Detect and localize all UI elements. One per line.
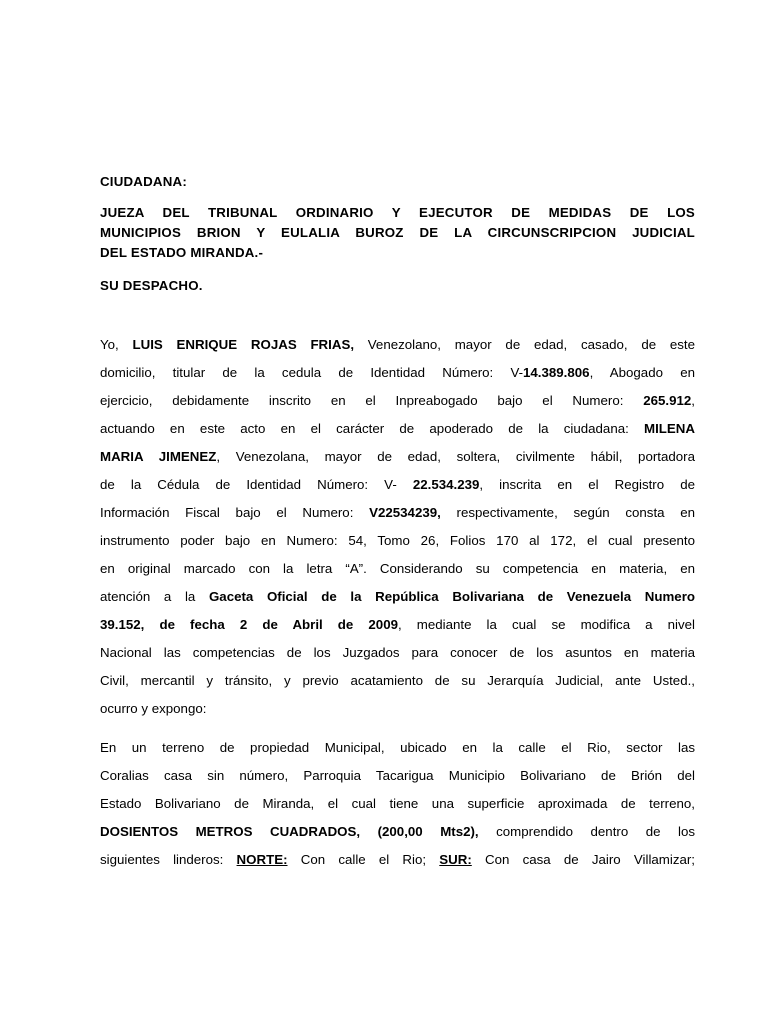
p1-text: ejercicio, debidamente inscrito en el Inpreabogado bajo el Numero: xyxy=(100,393,644,408)
salutation xyxy=(100,172,695,192)
client-id-number: 22.534.239 xyxy=(412,477,480,492)
p2-text: Estado Bolivariano de Miranda, el cual tiene una superficie aproximada de terreno, xyxy=(100,796,695,811)
p1-text: , Venezolana, mayor de edad, soltera, civilmente hábil, portadora xyxy=(216,449,695,464)
p2-text: Con calle el Rio; xyxy=(287,852,440,867)
p2-line-5 xyxy=(100,850,695,870)
p1-text: Información Fiscal bajo el Numero: xyxy=(100,505,370,520)
p2-text: siguientes linderos: xyxy=(100,852,237,867)
inpreabogado-number: 265.912 xyxy=(643,393,692,408)
p1-text: Civil, mercantil y tránsito, y previo acatamiento de su Jerarquía Judicial, ante Usted., xyxy=(100,673,695,688)
p2-text: En un terreno de propiedad Municipal, ubicado en la calle el Rio, sector las xyxy=(100,740,695,755)
p1-text: Venezolano, mayor de edad, casado, de este xyxy=(354,337,695,352)
client-name-part: MILENA xyxy=(644,421,695,436)
lawyer-name: LUIS ENRIQUE ROJAS FRIAS, xyxy=(132,337,355,352)
p1-text: Yo, xyxy=(100,337,133,352)
client-name-part: MARIA JIMENEZ xyxy=(100,449,217,464)
lawyer-id-number: 14.389.806 xyxy=(523,365,590,380)
p1-line-10 xyxy=(100,587,695,607)
p1-text: instrumento poder bajo en Numero: 54, Tomo 26, Folios 170 al 172, el cual presento xyxy=(100,533,695,548)
p1-line-13 xyxy=(100,671,695,691)
p1-line-14 xyxy=(100,699,695,719)
p1-text: , xyxy=(691,393,695,408)
p1-line-3 xyxy=(100,391,695,411)
p1-line-1 xyxy=(100,335,695,355)
p1-line-11 xyxy=(100,615,695,635)
p1-line-7 xyxy=(100,503,695,523)
p2-text: Coralias casa sin número, Parroquia Tacarigua Municipio Bolivariano de Brión del xyxy=(100,768,695,783)
p1-text: en original marcado con la letra “A”. Considerando su competencia en materia, en xyxy=(100,561,695,576)
p1-line-2 xyxy=(100,363,695,383)
office-line xyxy=(100,276,695,296)
addressee-line-2: MUNICIPIOS BRION Y EULALIA BUROZ DE LA CIRCUNSCRIPCION JUDICIAL xyxy=(100,225,695,240)
p2-line-1 xyxy=(100,738,695,758)
p1-line-4 xyxy=(100,419,695,439)
p1-line-9 xyxy=(100,559,695,579)
p2-line-2 xyxy=(100,766,695,786)
p2-text: Con casa de Jairo Villamizar; xyxy=(471,852,695,867)
addressee-line-1: JUEZA DEL TRIBUNAL ORDINARIO Y EJECUTOR DE MEDIDAS DE LOS xyxy=(100,205,695,220)
addressee-block xyxy=(100,203,695,263)
salutation-text: CIUDADANA: xyxy=(100,174,187,189)
p1-text: respectivamente, según consta en xyxy=(440,505,696,520)
p2-text: comprendido dentro de los xyxy=(478,824,696,839)
p2-line-3 xyxy=(100,794,695,814)
p1-text: domicilio, titular de la cedula de Identidad Número: V- xyxy=(100,365,524,380)
land-area: DOSIENTOS METROS CUADRADOS, (200,00 Mts2), xyxy=(100,824,479,839)
boundary-north-label: NORTE: xyxy=(236,852,288,867)
p2-line-4 xyxy=(100,822,695,842)
p1-line-8 xyxy=(100,531,695,551)
p1-text: actuando en este acto en el carácter de apoderado de la ciudadana: xyxy=(100,421,645,436)
gazette-reference: Gaceta Oficial de la República Bolivariana de Venezuela Numero xyxy=(208,589,695,604)
p1-text: Nacional las competencias de los Juzgados para conocer de los asuntos en materia xyxy=(100,645,695,660)
boundary-south-label: SUR: xyxy=(439,852,472,867)
p1-line-6 xyxy=(100,475,695,495)
p1-line-5 xyxy=(100,447,695,467)
client-rif: V22534239, xyxy=(369,505,441,520)
addressee-line-3: DEL ESTADO MIRANDA.- xyxy=(100,245,264,260)
p1-text: de la Cédula de Identidad Número: V- xyxy=(100,477,413,492)
office-text: SU DESPACHO. xyxy=(100,278,203,293)
p1-line-12 xyxy=(100,643,695,663)
p1-text: , mediante la cual se modifica a nivel xyxy=(398,617,695,632)
p1-text: , Abogado en xyxy=(589,365,695,380)
p1-text: ocurro y expongo: xyxy=(100,701,207,716)
p1-text: , inscrita en el Registro de xyxy=(479,477,695,492)
p1-text: atención a la xyxy=(100,589,209,604)
gazette-date: 39.152, de fecha 2 de Abril de 2009 xyxy=(100,617,398,632)
